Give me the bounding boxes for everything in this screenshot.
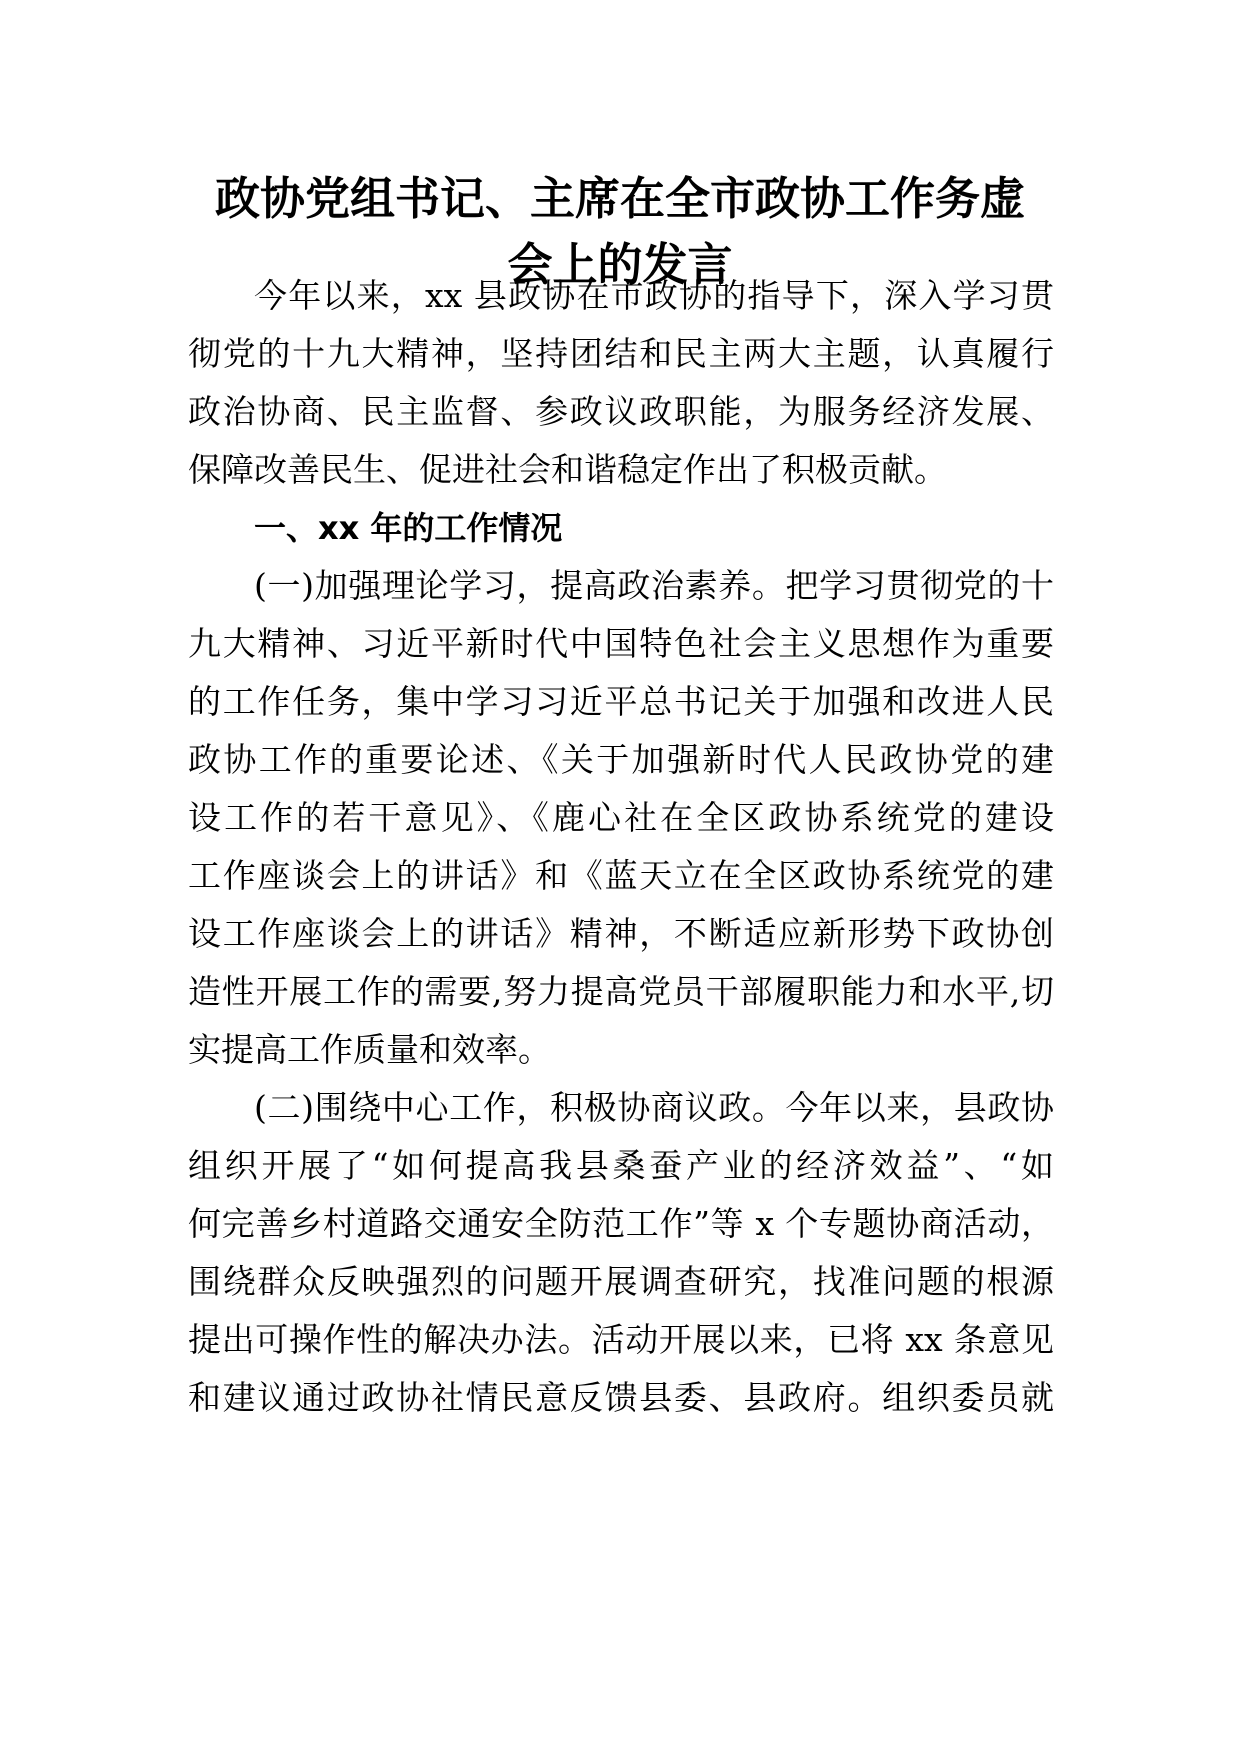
paragraph-2-line: 政协工作的重要论述、《关于加强新时代人民政协党的建 (188, 740, 1054, 779)
paragraph-2-line: 设工作座谈会上的讲话》精神，不断适应新形势下政协创 (188, 914, 1054, 953)
paragraph-2-line: (一)加强理论学习，提高政治素养。把学习贯彻党的十 (254, 566, 1054, 605)
paragraph-2-line: 造性开展工作的需要,努力提高党员干部履职能力和水平,切 (188, 972, 1054, 1011)
paragraph-2-line: 设工作的若干意见》、《鹿心社在全区政协系统党的建设 (188, 798, 1054, 837)
paragraph-1-line: 今年以来，xx 县政协在市政协的指导下，深入学习贯 (254, 276, 1054, 315)
paragraph-3-line: 提出可操作性的解决办法。活动开展以来，已将 xx 条意见 (188, 1320, 1054, 1359)
paragraph-3-line: (二)围绕中心工作，积极协商议政。今年以来，县政协 (254, 1088, 1054, 1127)
paragraph-3-line: 组织开展了“如何提高我县桑蚕产业的经济效益”、“如 (188, 1146, 1054, 1185)
document-title-line-1: 政协党组书记、主席在全市政协工作务虚 (214, 172, 1025, 225)
paragraph-2-line: 实提高工作质量和效率。 (188, 1030, 551, 1069)
paragraph-3-line: 何完善乡村道路交通安全防范工作”等 x 个专题协商活动， (188, 1204, 1054, 1243)
paragraph-2-line: 工作座谈会上的讲话》和《蓝天立在全区政协系统党的建 (188, 856, 1054, 895)
paragraph-1-line: 彻党的十九大精神，坚持团结和民主两大主题，认真履行 (188, 334, 1054, 373)
section-heading: 一、xx 年的工作情况 (254, 509, 563, 547)
paragraph-1-line: 保障改善民生、促进社会和谐稳定作出了积极贡献。 (188, 450, 947, 489)
paragraph-1-line: 政治协商、民主监督、参政议政职能，为服务经济发展、 (188, 392, 1054, 431)
paragraph-2-line: 的工作任务，集中学习习近平总书记关于加强和改进人民 (188, 682, 1054, 721)
paragraph-3-line: 围绕群众反映强烈的问题开展调查研究，找准问题的根源 (188, 1262, 1054, 1301)
paragraph-3-line: 和建议通过政协社情民意反馈县委、县政府。组织委员就 (188, 1378, 1054, 1417)
paragraph-2-line: 九大精神、习近平新时代中国特色社会主义思想作为重要 (188, 624, 1054, 663)
document-title-line-2: 会上的发言 (507, 238, 733, 291)
